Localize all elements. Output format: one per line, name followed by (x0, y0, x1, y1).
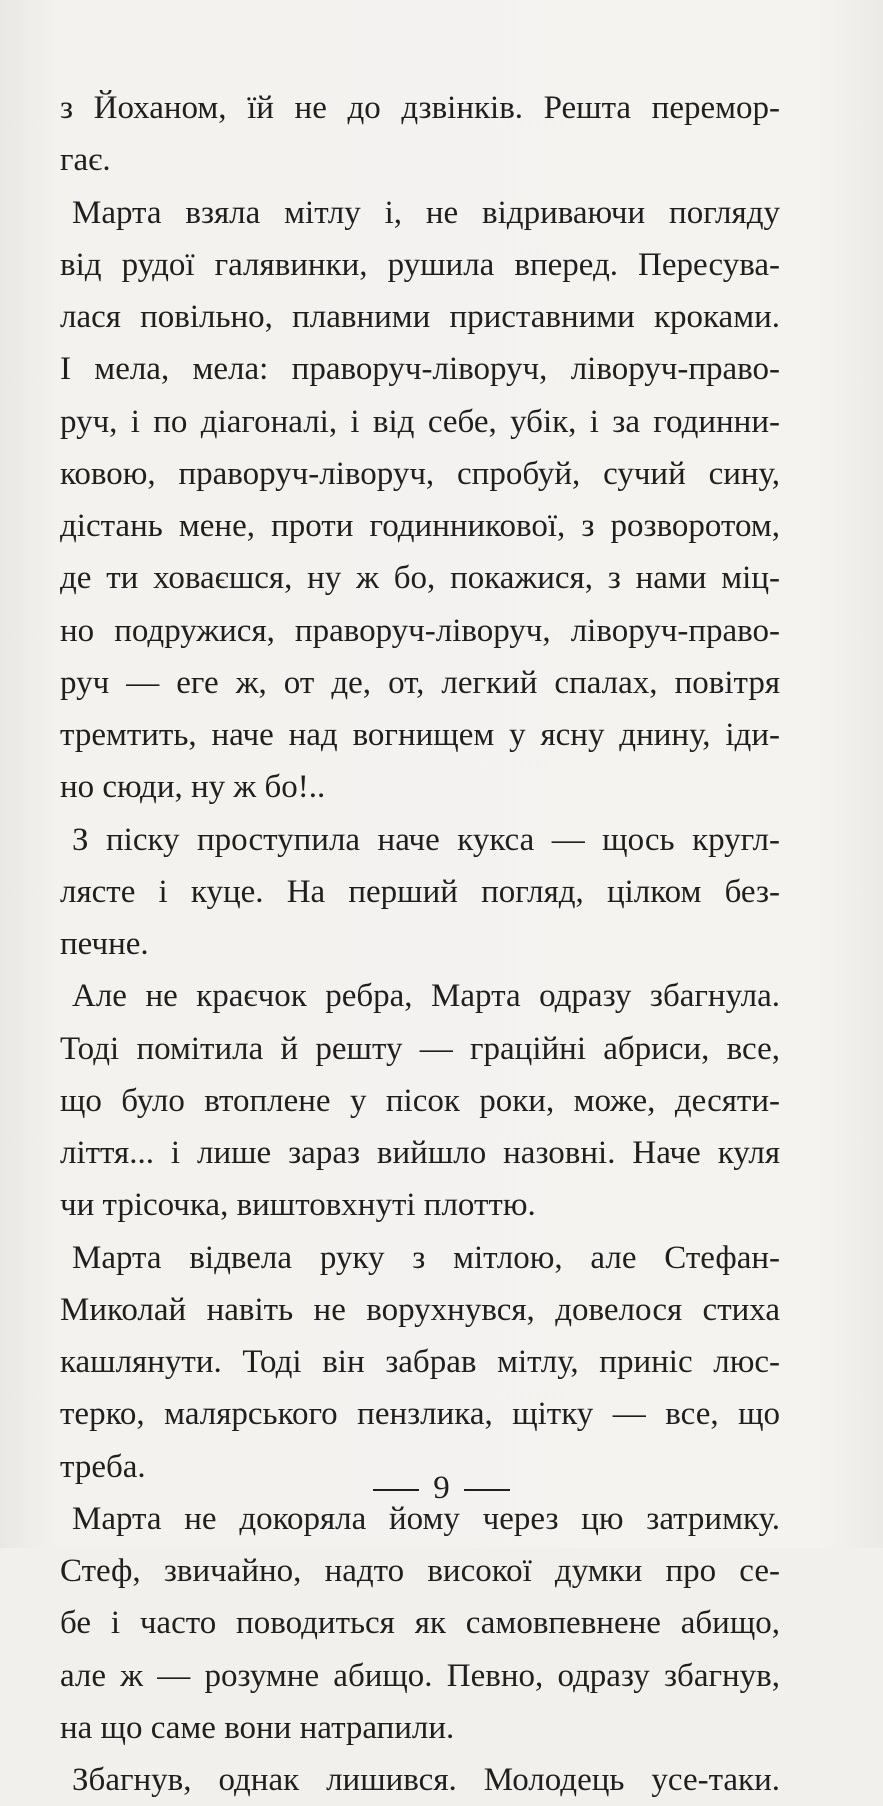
text-line: Миколай навіть не ворухнувся, довелося стиха (60, 1291, 780, 1328)
text-line: лясте і куце. На перший погляд, цілком без- (60, 873, 780, 910)
text-line: де ти ховаєшся, ну ж бо, покажися, з нами міц- (60, 560, 780, 597)
text-line: руч, і по діагоналі, і від себе, убік, і за годинни- (60, 403, 780, 440)
text-line: від рудої галявинки, рушила вперед. Пересува- (60, 246, 780, 283)
text-line: бе і часто поводиться як самовпевнене абищо, (60, 1605, 780, 1642)
text-line: терко, малярського пензлика, щітку — все, що (60, 1396, 780, 1433)
text-line: Марта не докоряла йому через цю затримку. (72, 1500, 780, 1537)
text-line: тремтить, наче над вогнищем у ясну днину, іди- (60, 717, 780, 753)
text-line: Стеф, звичайно, надто високої думки про се- (60, 1553, 780, 1589)
text-line: Марта взяла мітлу і, не відриваючи погляду (72, 194, 780, 231)
folio-dash-right (464, 1489, 510, 1491)
text-line: лася повільно, плавними приставними кроками. (60, 299, 780, 335)
text-line: І мела, мела: праворуч-ліворуч, ліворуч-право- (60, 351, 780, 388)
text-line: печне. (60, 926, 149, 962)
text-line: але ж — розумне абищо. Певно, одразу збагнув, (60, 1657, 780, 1694)
text-line: кашлянути. Тоді він забрав мітлу, приніс люс- (60, 1344, 780, 1380)
text-line: дістань мене, проти годинникової, з розворотом, (60, 508, 780, 544)
text-line: З піску проступила наче кукса — щось кругл- (72, 821, 780, 858)
folio-dash-left (373, 1489, 419, 1491)
text-line: но подружися, праворуч-ліворуч, ліворуч-право- (60, 612, 780, 649)
text-line: ліття... і лише зараз вийшло назовні. Наче куля (60, 1135, 780, 1171)
text-line: Але не краєчок ребра, Марта одразу збагнула. (72, 978, 780, 1015)
text-line: Марта відвела руку з мітлою, але Стефан- (72, 1239, 780, 1276)
folio-number: 9 (433, 1470, 450, 1506)
text-line: з Йоханом, їй не до дзвінків. Решта перемор- (60, 90, 780, 126)
text-line: треба. (60, 1448, 146, 1485)
text-line: гає. (60, 142, 111, 179)
text-line: чи трісочка, виштовхнуті плоттю. (60, 1187, 536, 1224)
text-line: що було втоплене у пісок роки, може, десяти- (60, 1082, 780, 1119)
page-number (0, 1468, 883, 1508)
body-text (60, 82, 780, 1806)
text-line: Збагнув, однак лишився. Молодець усе-таки. (72, 1762, 780, 1798)
text-line: Тоді помітила й решту — граційні абриси, все, (60, 1030, 780, 1067)
text-line: ковою, праворуч-ліворуч, спробуй, сучий сину, (60, 455, 780, 492)
text-line: но сюди, ну ж бо!.. (60, 769, 326, 806)
text-line: руч — еге ж, от де, от, легкий спалах, повітря (60, 664, 780, 701)
text-line: на що саме вони натрапили. (60, 1709, 455, 1746)
